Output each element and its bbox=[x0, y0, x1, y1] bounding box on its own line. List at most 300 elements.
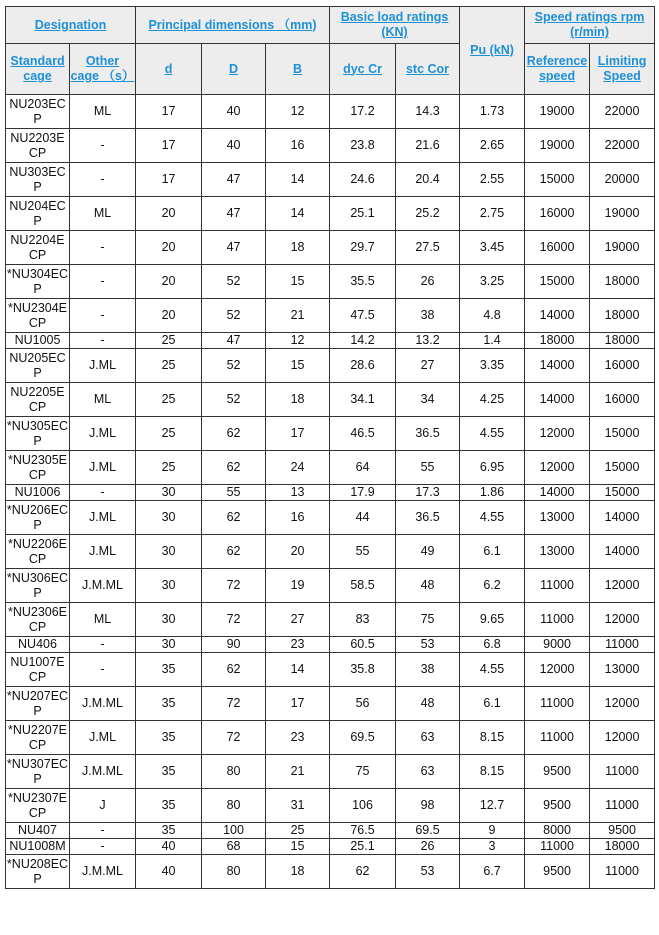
cell-outer-d: 68 bbox=[202, 839, 266, 855]
cell-other-cage: ML bbox=[70, 383, 136, 417]
cell-reference-speed: 14000 bbox=[525, 383, 590, 417]
cell-pu: 8.15 bbox=[460, 721, 525, 755]
table-row bbox=[6, 95, 655, 129]
cell-reference-speed: 19000 bbox=[525, 95, 590, 129]
cell-limiting-speed: 12000 bbox=[590, 569, 655, 603]
cell-b: 19 bbox=[266, 569, 330, 603]
cell-standard-cage: NU205ECP bbox=[6, 349, 70, 383]
cell-d: 30 bbox=[136, 637, 202, 653]
table-row bbox=[6, 197, 655, 231]
table-row bbox=[6, 637, 655, 653]
cell-dyc-cr: 17.9 bbox=[330, 485, 396, 501]
cell-stc-cor: 34 bbox=[396, 383, 460, 417]
cell-d: 30 bbox=[136, 501, 202, 535]
cell-stc-cor: 21.6 bbox=[396, 129, 460, 163]
table-row bbox=[6, 501, 655, 535]
cell-pu: 4.55 bbox=[460, 417, 525, 451]
cell-pu: 3.25 bbox=[460, 265, 525, 299]
cell-stc-cor: 17.3 bbox=[396, 485, 460, 501]
cell-dyc-cr: 76.5 bbox=[330, 823, 396, 839]
cell-outer-d: 90 bbox=[202, 637, 266, 653]
cell-b: 17 bbox=[266, 417, 330, 451]
cell-reference-speed: 14000 bbox=[525, 349, 590, 383]
cell-d: 40 bbox=[136, 839, 202, 855]
cell-d: 35 bbox=[136, 721, 202, 755]
cell-standard-cage: *NU305ECP bbox=[6, 417, 70, 451]
cell-standard-cage: NU1006 bbox=[6, 485, 70, 501]
table-row bbox=[6, 687, 655, 721]
cell-b: 16 bbox=[266, 501, 330, 535]
cell-limiting-speed: 22000 bbox=[590, 129, 655, 163]
cell-d: 35 bbox=[136, 687, 202, 721]
cell-limiting-speed: 20000 bbox=[590, 163, 655, 197]
header-stc-cor[interactable]: stc Cor bbox=[396, 44, 460, 95]
cell-stc-cor: 26 bbox=[396, 839, 460, 855]
cell-b: 21 bbox=[266, 299, 330, 333]
cell-other-cage: - bbox=[70, 163, 136, 197]
cell-standard-cage: *NU307ECP bbox=[6, 755, 70, 789]
header-designation[interactable]: Designation bbox=[6, 7, 136, 44]
cell-reference-speed: 13000 bbox=[525, 501, 590, 535]
table-row bbox=[6, 129, 655, 163]
cell-outer-d: 47 bbox=[202, 197, 266, 231]
cell-dyc-cr: 25.1 bbox=[330, 197, 396, 231]
cell-b: 15 bbox=[266, 839, 330, 855]
cell-b: 15 bbox=[266, 265, 330, 299]
cell-pu: 6.1 bbox=[460, 687, 525, 721]
cell-standard-cage: *NU2305ECP bbox=[6, 451, 70, 485]
cell-limiting-speed: 18000 bbox=[590, 839, 655, 855]
cell-limiting-speed: 12000 bbox=[590, 687, 655, 721]
cell-d: 17 bbox=[136, 95, 202, 129]
table-row bbox=[6, 417, 655, 451]
cell-pu: 3.45 bbox=[460, 231, 525, 265]
table-row bbox=[6, 789, 655, 823]
cell-dyc-cr: 56 bbox=[330, 687, 396, 721]
cell-standard-cage: NU2205ECP bbox=[6, 383, 70, 417]
cell-outer-d: 72 bbox=[202, 603, 266, 637]
header-reference-speed[interactable]: Reference speed bbox=[525, 44, 590, 95]
table-row bbox=[6, 755, 655, 789]
table-row bbox=[6, 485, 655, 501]
cell-dyc-cr: 14.2 bbox=[330, 333, 396, 349]
cell-outer-d: 55 bbox=[202, 485, 266, 501]
cell-b: 23 bbox=[266, 637, 330, 653]
cell-outer-d: 47 bbox=[202, 333, 266, 349]
cell-standard-cage: *NU208ECP bbox=[6, 855, 70, 889]
cell-outer-d: 62 bbox=[202, 451, 266, 485]
cell-stc-cor: 53 bbox=[396, 637, 460, 653]
cell-dyc-cr: 23.8 bbox=[330, 129, 396, 163]
cell-other-cage: J.ML bbox=[70, 417, 136, 451]
cell-outer-d: 72 bbox=[202, 721, 266, 755]
bearing-spec-table-container bbox=[5, 6, 654, 889]
cell-pu: 6.2 bbox=[460, 569, 525, 603]
cell-standard-cage: *NU2307ECP bbox=[6, 789, 70, 823]
cell-dyc-cr: 44 bbox=[330, 501, 396, 535]
header-dyc-cr[interactable]: dyc Cr bbox=[330, 44, 396, 95]
cell-reference-speed: 8000 bbox=[525, 823, 590, 839]
cell-stc-cor: 20.4 bbox=[396, 163, 460, 197]
cell-limiting-speed: 15000 bbox=[590, 485, 655, 501]
cell-pu: 2.75 bbox=[460, 197, 525, 231]
cell-stc-cor: 14.3 bbox=[396, 95, 460, 129]
cell-dyc-cr: 62 bbox=[330, 855, 396, 889]
cell-other-cage: J.M.ML bbox=[70, 855, 136, 889]
cell-d: 20 bbox=[136, 299, 202, 333]
cell-limiting-speed: 13000 bbox=[590, 653, 655, 687]
header-b[interactable]: B bbox=[266, 44, 330, 95]
cell-reference-speed: 19000 bbox=[525, 129, 590, 163]
cell-standard-cage: NU303ECP bbox=[6, 163, 70, 197]
cell-other-cage: J.M.ML bbox=[70, 569, 136, 603]
cell-stc-cor: 36.5 bbox=[396, 417, 460, 451]
cell-other-cage: J.ML bbox=[70, 451, 136, 485]
cell-d: 35 bbox=[136, 755, 202, 789]
cell-outer-d: 80 bbox=[202, 789, 266, 823]
cell-b: 14 bbox=[266, 197, 330, 231]
cell-stc-cor: 53 bbox=[396, 855, 460, 889]
cell-b: 15 bbox=[266, 349, 330, 383]
cell-pu: 2.65 bbox=[460, 129, 525, 163]
cell-stc-cor: 38 bbox=[396, 653, 460, 687]
cell-pu: 1.73 bbox=[460, 95, 525, 129]
cell-reference-speed: 15000 bbox=[525, 265, 590, 299]
cell-other-cage: J.ML bbox=[70, 535, 136, 569]
cell-dyc-cr: 34.1 bbox=[330, 383, 396, 417]
cell-limiting-speed: 19000 bbox=[590, 231, 655, 265]
cell-reference-speed: 9500 bbox=[525, 755, 590, 789]
cell-b: 12 bbox=[266, 333, 330, 349]
cell-d: 17 bbox=[136, 163, 202, 197]
cell-outer-d: 80 bbox=[202, 755, 266, 789]
cell-dyc-cr: 25.1 bbox=[330, 839, 396, 855]
cell-pu: 6.8 bbox=[460, 637, 525, 653]
cell-d: 30 bbox=[136, 485, 202, 501]
cell-other-cage: - bbox=[70, 129, 136, 163]
cell-b: 16 bbox=[266, 129, 330, 163]
cell-other-cage: - bbox=[70, 299, 136, 333]
cell-standard-cage: *NU207ECP bbox=[6, 687, 70, 721]
cell-outer-d: 62 bbox=[202, 653, 266, 687]
cell-limiting-speed: 15000 bbox=[590, 451, 655, 485]
cell-stc-cor: 75 bbox=[396, 603, 460, 637]
cell-limiting-speed: 14000 bbox=[590, 535, 655, 569]
table-row bbox=[6, 299, 655, 333]
cell-dyc-cr: 24.6 bbox=[330, 163, 396, 197]
header-d[interactable]: d bbox=[136, 44, 202, 95]
cell-stc-cor: 48 bbox=[396, 569, 460, 603]
cell-reference-speed: 12000 bbox=[525, 653, 590, 687]
cell-dyc-cr: 55 bbox=[330, 535, 396, 569]
cell-d: 25 bbox=[136, 451, 202, 485]
cell-standard-cage: NU2204ECP bbox=[6, 231, 70, 265]
cell-limiting-speed: 12000 bbox=[590, 603, 655, 637]
cell-b: 18 bbox=[266, 231, 330, 265]
bearing-spec-table bbox=[5, 6, 655, 889]
cell-reference-speed: 12000 bbox=[525, 417, 590, 451]
cell-reference-speed: 18000 bbox=[525, 333, 590, 349]
cell-pu: 9.65 bbox=[460, 603, 525, 637]
cell-stc-cor: 48 bbox=[396, 687, 460, 721]
cell-b: 14 bbox=[266, 163, 330, 197]
cell-reference-speed: 9500 bbox=[525, 789, 590, 823]
cell-dyc-cr: 60.5 bbox=[330, 637, 396, 653]
cell-standard-cage: *NU306ECP bbox=[6, 569, 70, 603]
cell-pu: 6.95 bbox=[460, 451, 525, 485]
cell-pu: 4.25 bbox=[460, 383, 525, 417]
cell-d: 25 bbox=[136, 417, 202, 451]
cell-other-cage: - bbox=[70, 653, 136, 687]
cell-other-cage: J bbox=[70, 789, 136, 823]
cell-limiting-speed: 14000 bbox=[590, 501, 655, 535]
cell-limiting-speed: 11000 bbox=[590, 637, 655, 653]
cell-dyc-cr: 17.2 bbox=[330, 95, 396, 129]
table-row bbox=[6, 265, 655, 299]
cell-other-cage: J.ML bbox=[70, 501, 136, 535]
cell-pu: 1.4 bbox=[460, 333, 525, 349]
cell-limiting-speed: 12000 bbox=[590, 721, 655, 755]
table-row bbox=[6, 653, 655, 687]
cell-d: 25 bbox=[136, 333, 202, 349]
cell-b: 12 bbox=[266, 95, 330, 129]
table-row bbox=[6, 383, 655, 417]
cell-other-cage: - bbox=[70, 231, 136, 265]
cell-other-cage: - bbox=[70, 839, 136, 855]
table-row bbox=[6, 231, 655, 265]
cell-stc-cor: 63 bbox=[396, 721, 460, 755]
table-row bbox=[6, 855, 655, 889]
cell-standard-cage: *NU2304ECP bbox=[6, 299, 70, 333]
table-row bbox=[6, 603, 655, 637]
cell-pu: 6.1 bbox=[460, 535, 525, 569]
cell-outer-d: 100 bbox=[202, 823, 266, 839]
cell-standard-cage: NU407 bbox=[6, 823, 70, 839]
cell-outer-d: 62 bbox=[202, 501, 266, 535]
cell-other-cage: J.M.ML bbox=[70, 755, 136, 789]
cell-b: 21 bbox=[266, 755, 330, 789]
cell-standard-cage: *NU2207ECP bbox=[6, 721, 70, 755]
cell-stc-cor: 13.2 bbox=[396, 333, 460, 349]
cell-other-cage: - bbox=[70, 823, 136, 839]
cell-stc-cor: 27.5 bbox=[396, 231, 460, 265]
cell-reference-speed: 9000 bbox=[525, 637, 590, 653]
cell-pu: 12.7 bbox=[460, 789, 525, 823]
header-basic-load-ratings[interactable]: Basic load ratings (KN) bbox=[330, 7, 460, 44]
cell-outer-d: 40 bbox=[202, 95, 266, 129]
cell-pu: 9 bbox=[460, 823, 525, 839]
cell-limiting-speed: 15000 bbox=[590, 417, 655, 451]
cell-dyc-cr: 35.8 bbox=[330, 653, 396, 687]
cell-reference-speed: 11000 bbox=[525, 569, 590, 603]
cell-other-cage: - bbox=[70, 637, 136, 653]
cell-standard-cage: *NU2306ECP bbox=[6, 603, 70, 637]
cell-dyc-cr: 46.5 bbox=[330, 417, 396, 451]
header-pu[interactable]: Pu (kN) bbox=[460, 7, 525, 95]
cell-dyc-cr: 83 bbox=[330, 603, 396, 637]
cell-outer-d: 72 bbox=[202, 569, 266, 603]
cell-standard-cage: NU406 bbox=[6, 637, 70, 653]
cell-outer-d: 52 bbox=[202, 383, 266, 417]
cell-limiting-speed: 9500 bbox=[590, 823, 655, 839]
cell-reference-speed: 11000 bbox=[525, 721, 590, 755]
cell-other-cage: ML bbox=[70, 197, 136, 231]
cell-outer-d: 62 bbox=[202, 417, 266, 451]
table-row bbox=[6, 333, 655, 349]
cell-stc-cor: 49 bbox=[396, 535, 460, 569]
cell-pu: 1.86 bbox=[460, 485, 525, 501]
cell-other-cage: - bbox=[70, 333, 136, 349]
cell-d: 35 bbox=[136, 789, 202, 823]
cell-stc-cor: 98 bbox=[396, 789, 460, 823]
header-speed-ratings[interactable]: Speed ratings rpm (r/min) bbox=[525, 7, 655, 44]
cell-pu: 4.8 bbox=[460, 299, 525, 333]
cell-reference-speed: 11000 bbox=[525, 603, 590, 637]
table-row bbox=[6, 839, 655, 855]
cell-stc-cor: 25.2 bbox=[396, 197, 460, 231]
cell-reference-speed: 11000 bbox=[525, 839, 590, 855]
cell-stc-cor: 38 bbox=[396, 299, 460, 333]
table-row bbox=[6, 349, 655, 383]
cell-b: 23 bbox=[266, 721, 330, 755]
cell-other-cage: ML bbox=[70, 95, 136, 129]
cell-d: 30 bbox=[136, 535, 202, 569]
cell-standard-cage: NU203ECP bbox=[6, 95, 70, 129]
cell-other-cage: J.M.ML bbox=[70, 687, 136, 721]
cell-b: 24 bbox=[266, 451, 330, 485]
cell-pu: 2.55 bbox=[460, 163, 525, 197]
cell-dyc-cr: 64 bbox=[330, 451, 396, 485]
cell-d: 20 bbox=[136, 265, 202, 299]
cell-other-cage: ML bbox=[70, 603, 136, 637]
header-outer-d[interactable]: D bbox=[202, 44, 266, 95]
table-row bbox=[6, 535, 655, 569]
cell-d: 25 bbox=[136, 383, 202, 417]
cell-d: 30 bbox=[136, 569, 202, 603]
cell-b: 27 bbox=[266, 603, 330, 637]
cell-d: 35 bbox=[136, 823, 202, 839]
cell-other-cage: J.ML bbox=[70, 721, 136, 755]
cell-dyc-cr: 75 bbox=[330, 755, 396, 789]
cell-limiting-speed: 22000 bbox=[590, 95, 655, 129]
cell-outer-d: 47 bbox=[202, 231, 266, 265]
cell-d: 25 bbox=[136, 349, 202, 383]
cell-d: 40 bbox=[136, 855, 202, 889]
cell-pu: 6.7 bbox=[460, 855, 525, 889]
cell-dyc-cr: 106 bbox=[330, 789, 396, 823]
cell-other-cage: - bbox=[70, 485, 136, 501]
header-limiting-speed[interactable]: Limiting Speed bbox=[590, 44, 655, 95]
cell-standard-cage: NU1008M bbox=[6, 839, 70, 855]
cell-d: 20 bbox=[136, 197, 202, 231]
table-row bbox=[6, 823, 655, 839]
cell-outer-d: 80 bbox=[202, 855, 266, 889]
cell-stc-cor: 36.5 bbox=[396, 501, 460, 535]
cell-d: 17 bbox=[136, 129, 202, 163]
cell-reference-speed: 16000 bbox=[525, 197, 590, 231]
header-standard-cage[interactable]: Standard cage bbox=[6, 44, 70, 95]
cell-b: 18 bbox=[266, 383, 330, 417]
cell-b: 13 bbox=[266, 485, 330, 501]
cell-stc-cor: 27 bbox=[396, 349, 460, 383]
cell-reference-speed: 13000 bbox=[525, 535, 590, 569]
cell-outer-d: 47 bbox=[202, 163, 266, 197]
cell-limiting-speed: 11000 bbox=[590, 789, 655, 823]
cell-standard-cage: NU204ECP bbox=[6, 197, 70, 231]
cell-standard-cage: NU1007ECP bbox=[6, 653, 70, 687]
cell-dyc-cr: 28.6 bbox=[330, 349, 396, 383]
cell-reference-speed: 14000 bbox=[525, 485, 590, 501]
cell-d: 20 bbox=[136, 231, 202, 265]
cell-reference-speed: 12000 bbox=[525, 451, 590, 485]
cell-stc-cor: 26 bbox=[396, 265, 460, 299]
cell-limiting-speed: 18000 bbox=[590, 265, 655, 299]
cell-limiting-speed: 18000 bbox=[590, 333, 655, 349]
table-row bbox=[6, 569, 655, 603]
cell-d: 35 bbox=[136, 653, 202, 687]
cell-limiting-speed: 19000 bbox=[590, 197, 655, 231]
cell-dyc-cr: 35.5 bbox=[330, 265, 396, 299]
cell-b: 25 bbox=[266, 823, 330, 839]
cell-pu: 8.15 bbox=[460, 755, 525, 789]
cell-b: 17 bbox=[266, 687, 330, 721]
cell-outer-d: 62 bbox=[202, 535, 266, 569]
cell-dyc-cr: 29.7 bbox=[330, 231, 396, 265]
cell-stc-cor: 55 bbox=[396, 451, 460, 485]
header-other-cage[interactable]: Other cage （s） bbox=[70, 44, 136, 95]
cell-reference-speed: 14000 bbox=[525, 299, 590, 333]
cell-limiting-speed: 18000 bbox=[590, 299, 655, 333]
cell-dyc-cr: 69.5 bbox=[330, 721, 396, 755]
cell-outer-d: 52 bbox=[202, 299, 266, 333]
cell-reference-speed: 15000 bbox=[525, 163, 590, 197]
table-row bbox=[6, 721, 655, 755]
cell-d: 30 bbox=[136, 603, 202, 637]
cell-outer-d: 52 bbox=[202, 349, 266, 383]
cell-reference-speed: 11000 bbox=[525, 687, 590, 721]
cell-other-cage: J.ML bbox=[70, 349, 136, 383]
cell-stc-cor: 69.5 bbox=[396, 823, 460, 839]
header-principal-dimensions[interactable]: Principal dimensions （mm) bbox=[136, 7, 330, 44]
cell-standard-cage: NU1005 bbox=[6, 333, 70, 349]
cell-pu: 4.55 bbox=[460, 501, 525, 535]
cell-reference-speed: 9500 bbox=[525, 855, 590, 889]
cell-outer-d: 72 bbox=[202, 687, 266, 721]
cell-standard-cage: *NU2206ECP bbox=[6, 535, 70, 569]
cell-outer-d: 40 bbox=[202, 129, 266, 163]
cell-pu: 3.35 bbox=[460, 349, 525, 383]
cell-b: 18 bbox=[266, 855, 330, 889]
cell-pu: 4.55 bbox=[460, 653, 525, 687]
table-body bbox=[6, 95, 655, 889]
cell-b: 14 bbox=[266, 653, 330, 687]
cell-other-cage: - bbox=[70, 265, 136, 299]
cell-limiting-speed: 16000 bbox=[590, 349, 655, 383]
cell-reference-speed: 16000 bbox=[525, 231, 590, 265]
cell-dyc-cr: 58.5 bbox=[330, 569, 396, 603]
cell-standard-cage: *NU304ECP bbox=[6, 265, 70, 299]
cell-standard-cage: *NU206ECP bbox=[6, 501, 70, 535]
cell-limiting-speed: 11000 bbox=[590, 755, 655, 789]
cell-stc-cor: 63 bbox=[396, 755, 460, 789]
cell-b: 20 bbox=[266, 535, 330, 569]
table-row bbox=[6, 451, 655, 485]
cell-limiting-speed: 11000 bbox=[590, 855, 655, 889]
cell-standard-cage: NU2203ECP bbox=[6, 129, 70, 163]
cell-dyc-cr: 47.5 bbox=[330, 299, 396, 333]
cell-b: 31 bbox=[266, 789, 330, 823]
cell-outer-d: 52 bbox=[202, 265, 266, 299]
